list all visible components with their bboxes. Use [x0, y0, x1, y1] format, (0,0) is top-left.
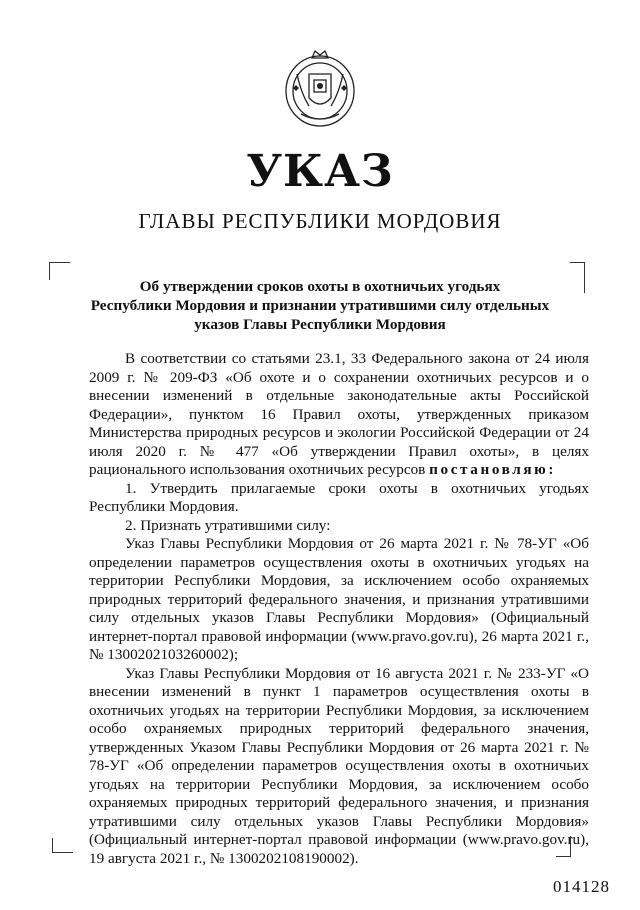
- decree-word: постановляю:: [429, 461, 557, 478]
- document-title: УКАЗ: [246, 146, 394, 197]
- bracket-top-left: [49, 262, 70, 280]
- heading-line: Об утверждении сроков охоты в охотничьих угодьях: [139, 278, 501, 295]
- bracket-bottom-left: [52, 838, 73, 853]
- item-1-paragraph: 1. Утвердить прилагаемые сроки охоты в охотничьих угодьях Республики Мордовия.: [89, 479, 589, 515]
- decree-body: [89, 350, 589, 868]
- item-2-paragraph: 2. Признать утратившими силу:: [125, 516, 331, 534]
- item-2b-paragraph: Указ Главы Республики Мордовия от 16 августа 2021 г. № 233-УГ «О внесении изменений в пункт 1 параметров осуществления охоты в охотничьих угодьях на территории Республики Мордовия, за исключением особо охраняемых природных территорий федерального значения, утвержденных Указом Главы Республики Мордовия от 26 марта 2021 г. № 78-УГ «Об определении параметров осуществления охоты в охотничьих угодьях на территории Республики Мордовия, за исключением особо охраняемых природных территорий федерального значения, и признания утратившими силу отдельных указов Главы Республики Мордовия» (Официальный интернет-портал правовой информации (www.pravo.gov.ru), 19 августа 2021 г., № 1300202108190002).: [89, 664, 589, 867]
- coat-of-arms-icon: [279, 48, 361, 130]
- heading-line: Республики Мордовия и признании утратившими силу отдельных: [90, 297, 550, 314]
- bracket-top-right: [570, 262, 585, 293]
- preamble-paragraph: [89, 350, 589, 480]
- item-2a-paragraph: Указ Главы Республики Мордовия от 26 марта 2021 г. № 78-УГ «Об определении параметров осуществления охоты в охотничьих угодьях на территории Республики Мордовия, за исключением особо охраняемых природных территорий федерального значения, и признания утратившими силу отдельных указов Главы Республики Мордовия» (Официальный интернет-портал правовой информации (www.pravo.gov.ru), 26 марта 2021 г., № 1300202103260002);: [89, 535, 589, 663]
- heading-line: указов Главы Республики Мордовия: [194, 316, 446, 333]
- decree-heading: [80, 277, 560, 334]
- document-subtitle: ГЛАВЫ РЕСПУБЛИКИ МОРДОВИЯ: [138, 209, 502, 233]
- document-number: 014128: [553, 877, 610, 896]
- preamble-text: В соответствии со статьями 23.1, 33 Федерального закона от 24 июля 2009 г. № 209-ФЗ «Об охоте и о сохранении охотничьих ресурсов и о внесении изменений в отдельные законодательные акты Российской Федерации», пунктом 16 Правил охоты, утвержденных приказом Министерства природных ресурсов и экологии Российской Федерации от 24 июля 2020 г. № 477 «Об утверждении Правил охоты», в целях рационального использования охотничьих ресурсов: [89, 350, 589, 478]
